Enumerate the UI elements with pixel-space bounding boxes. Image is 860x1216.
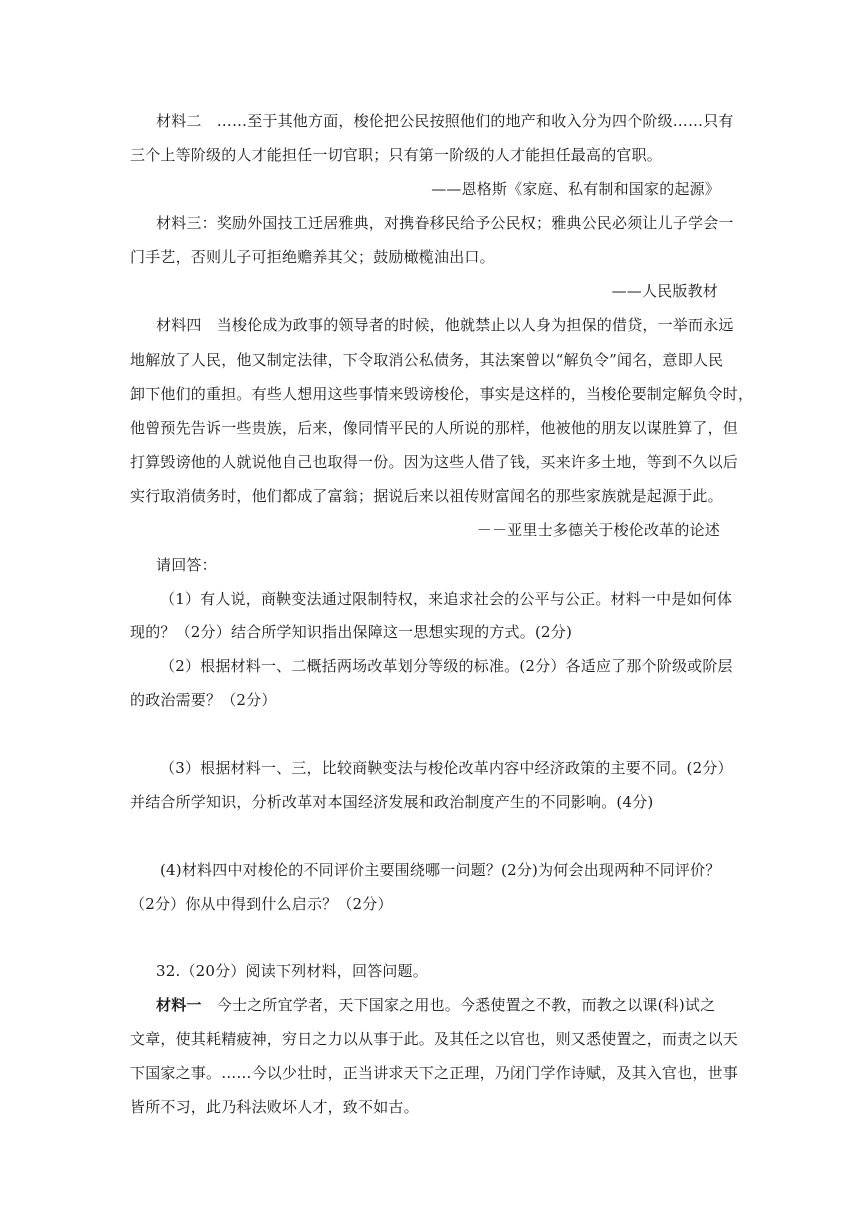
material4-line-4: 他曾预先告诉一些贵族，后来，像同情平民的人所说的那样，他被他的朋友以谋胜算了，但 bbox=[130, 419, 739, 437]
answer-prompt: 请回答： bbox=[156, 556, 217, 574]
q32-material1-line-2: 文章，使其耗精疲神，穷日之力以从事于此。及其任之以官也，则又悉使置之，而责之以天 bbox=[130, 1030, 739, 1048]
question-4-line-1: (4)材料四中对梭伦的不同评价主要围绕哪一问题？(2分)为何会出现两种不同评价？ bbox=[160, 861, 721, 879]
material3-source: ——人民版教材 bbox=[611, 282, 718, 300]
material4-line-6: 实行取消债务时，他们都成了富翁；据说后来以祖传财富闻名的那些家族就是起源于此。 bbox=[130, 487, 723, 505]
material2-line-2: 三个上等阶级的人才能担任一切官职；只有第一阶级的人才能担任最高的官职。 bbox=[130, 146, 663, 164]
question-2-line-1: （2）根据材料一、二概括两场改革划分等级的标准。(2分）各适应了那个阶级或阶层 bbox=[160, 657, 733, 675]
material2-line-1: 材料二 ……至于其他方面，梭伦把公民按照他们的地产和收入分为四个阶级……只有 bbox=[156, 112, 734, 130]
question-1-line-2: 现的？（2分）结合所学知识指出保障这一思想实现的方式。(2分) bbox=[130, 623, 572, 641]
question-32-heading: 32.（20分）阅读下列材料，回答问题。 bbox=[156, 962, 428, 980]
material4-line-2: 地解放了人民，他又制定法律，下令取消公私债务，其法案曾以“解负令”闻名，意即人民 bbox=[130, 351, 724, 369]
material4-line-3: 卸下他们的重担。有些人想用这些事情来毁谤梭伦，事实是这样的，当梭伦要制定解负令时， bbox=[130, 385, 754, 403]
material3-line-1: 材料三：奖励外国技工迁居雅典，对携眷移民给予公民权；雅典公民必须让儿子学会一 bbox=[156, 214, 734, 232]
material4-source: －－亚里士多德关于梭伦改革的论述 bbox=[476, 521, 720, 539]
q32-material1-text-1: 今士之所宜学者，天下国家之用也。今悉使置之不教，而教之以课(科)试之 bbox=[201, 996, 716, 1014]
question-1-line-1: （1）有人说，商鞅变法通过限制特权，来追求社会的公平与公正。材料一中是如何体 bbox=[160, 590, 733, 608]
material2-source: ——恩格斯《家庭、私有制和国家的起源》 bbox=[431, 180, 720, 198]
question-3-line-1: （3）根据材料一、三，比较商鞅变法与梭伦改革内容中经济政策的主要不同。(2分） bbox=[160, 759, 733, 777]
material4-line-5: 打算毁谤他的人就说他自己也取得一份。因为这些人借了钱，买来许多土地，等到不久以后 bbox=[130, 453, 739, 471]
material3-line-2: 门手艺，否则儿子可拒绝赡养其父；鼓励橄榄油出口。 bbox=[130, 248, 495, 266]
q32-material1-line-4: 皆所不习，此乃科法败坏人才，致不如古。 bbox=[130, 1098, 419, 1116]
question-3-line-2: 并结合所学知识，分析改革对本国经济发展和政治制度产生的不同影响。(4分) bbox=[130, 793, 654, 811]
question-4-line-2: （2分）你从中得到什么启示？（2分） bbox=[130, 895, 393, 913]
q32-material1-line-3: 下国家之事。……今以少壮时，正当讲求天下之正理，乃闭门学作诗赋，及其入官也，世事 bbox=[130, 1064, 739, 1082]
q32-material1-line-1 bbox=[156, 995, 715, 1015]
question-2-line-2: 的政治需要？（2分） bbox=[130, 691, 277, 709]
material4-line-1: 材料四 当梭伦成为政事的领导者的时候，他就禁止以人身为担保的借贷，一举而永远 bbox=[156, 316, 734, 334]
q32-material1-label: 材料一 bbox=[156, 996, 202, 1014]
